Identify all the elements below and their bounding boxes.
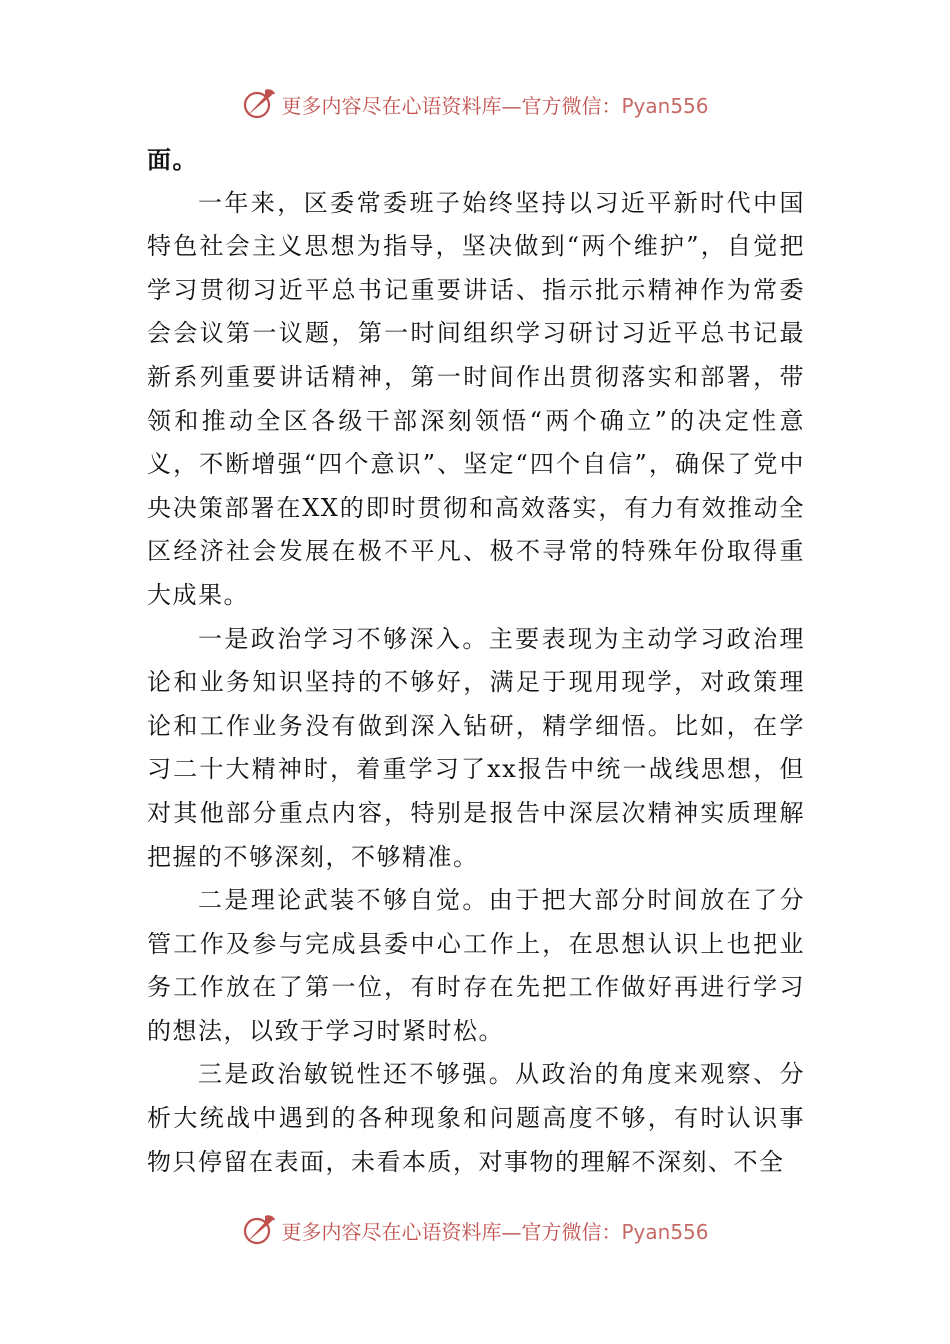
footer-banner-content xyxy=(241,1212,708,1248)
banner-separator: — xyxy=(501,1219,522,1244)
banner-wechat-label: 官方微信： xyxy=(521,93,622,118)
banner-separator: — xyxy=(501,93,522,118)
header-banner xyxy=(0,84,950,124)
banner-wechat-id: Pyan556 xyxy=(621,1219,709,1244)
quill-logo-icon xyxy=(241,86,277,122)
paragraph-issue-one: 一是政治学习不够深入。主要表现为主动学习政治理论和业务知识坚持的不够好，满足于现用现学，对政策理论和工作业务没有做到深入钻研，精学细悟。比如，在学习二十大精神时，着重学习了xx报告中统一战线思想，但对其他部分重点内容，特别是报告中深层次精神实质理解把握的不够深刻，不够精准。 xyxy=(147,624,805,871)
paragraph-issue-two: 二是理论武装不够自觉。由于把大部分时间放在了分管工作及参与完成县委中心工作上，在思想认识上也把业务工作放在了第一位，有时存在先把工作做好再进行学习的想法，以致于学习时紧时松。 xyxy=(147,886,805,1045)
quill-logo-icon xyxy=(241,1212,277,1248)
header-banner-content xyxy=(241,86,708,122)
lead-fragment: 面。 xyxy=(147,145,198,174)
banner-text xyxy=(281,1216,708,1245)
document-body xyxy=(147,138,805,1184)
banner-site-text: 更多内容尽在心语资料库 xyxy=(281,1219,502,1244)
footer-banner xyxy=(0,1210,950,1250)
paragraph-issue-three: 三是政治敏锐性还不够强。从政治的角度来观察、分析大统战中遇到的各种现象和问题高度不够，有时认识事物只停留在表面，未看本质，对事物的理解不深刻、不全 xyxy=(147,1060,805,1176)
banner-text xyxy=(281,90,708,119)
banner-wechat-label: 官方微信： xyxy=(521,1219,622,1244)
paragraph-summary: 一年来，区委常委班子始终坚持以习近平新时代中国特色社会主义思想为指导，坚决做到“两个维护”，自觉把学习贯彻习近平总书记重要讲话、指示批示精神作为常委会会议第一议题，第一时间组织学习研讨习近平总书记最新系列重要讲话精神，第一时间作出贯彻落实和部署，带领和推动全区各级干部深刻领悟“两个确立”的决定性意义，不断增强“四个意识”、坚定“四个自信”，确保了党中央决策部署在XX的即时贯彻和高效落实，有力有效推动全区经济社会发展在极不平凡、极不寻常的特殊年份取得重大成果。 xyxy=(147,188,805,609)
banner-wechat-id: Pyan556 xyxy=(621,93,709,118)
banner-site-text: 更多内容尽在心语资料库 xyxy=(281,93,502,118)
